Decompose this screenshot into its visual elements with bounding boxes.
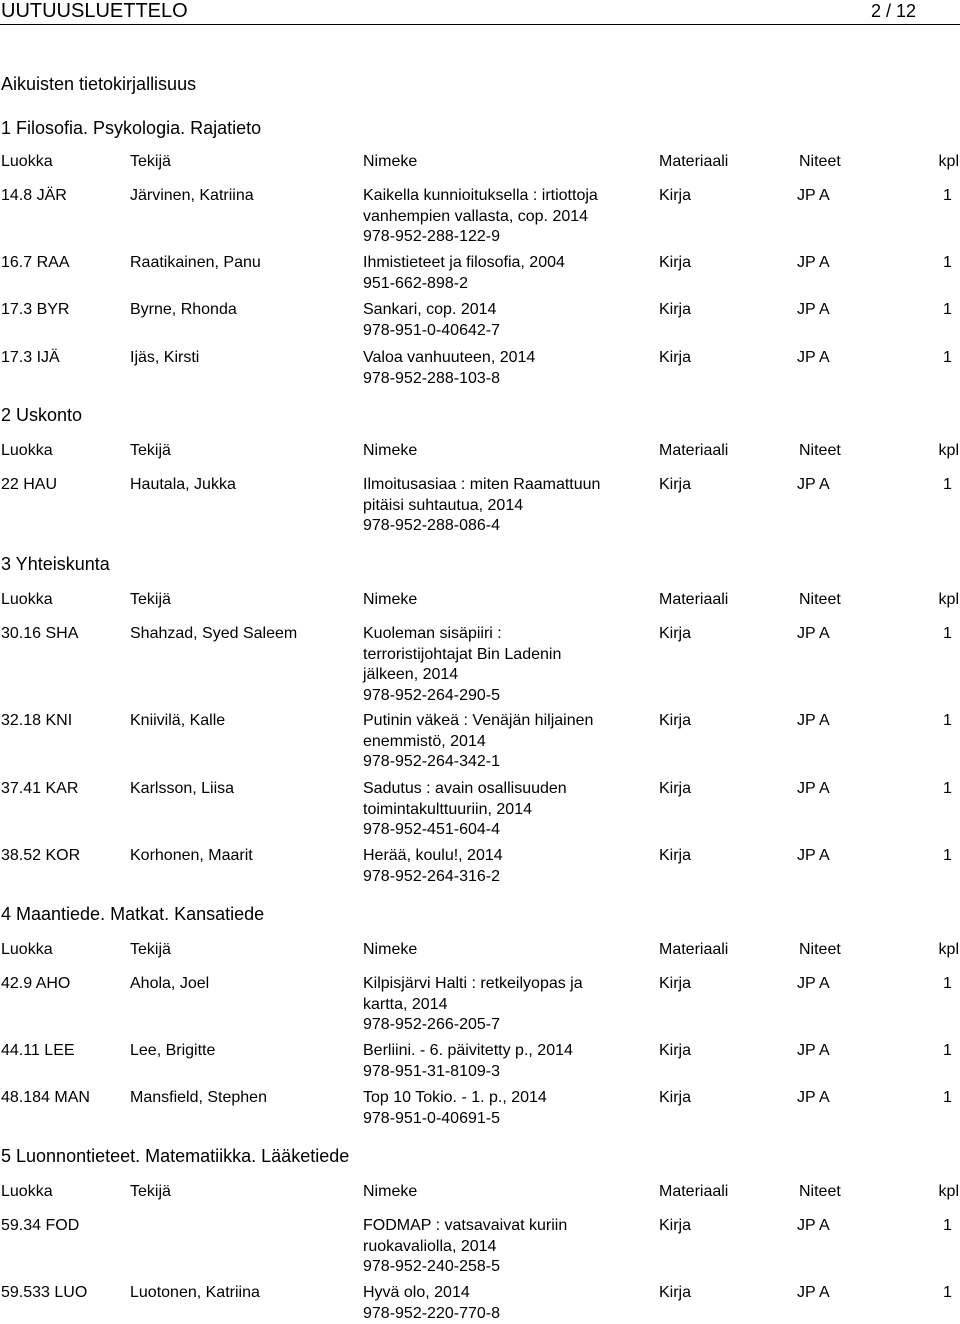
- item-isbn: 978-952-220-770-8: [363, 1304, 500, 1322]
- item-niteet: JP A: [797, 975, 830, 992]
- item-materiaali: Kirja: [659, 254, 692, 271]
- item-niteet: JP A: [797, 1042, 830, 1059]
- item-nimeke-line: toimintakulttuuriin, 2014: [363, 800, 532, 818]
- item-kpl: 1: [943, 1089, 952, 1106]
- item-tekija: Mansfield, Stephen: [130, 1089, 267, 1106]
- column-header-nimeke: Nimeke: [363, 941, 418, 958]
- column-header-tekija: Tekijä: [130, 941, 171, 958]
- item-nimeke-line: Kuoleman sisäpiiri :: [363, 625, 502, 642]
- item-kpl: 1: [943, 712, 952, 729]
- item-niteet: JP A: [797, 1284, 830, 1301]
- item-luokka: 16.7 RAA: [1, 254, 70, 271]
- item-luokka: 38.52 KOR: [1, 847, 81, 864]
- item-nimeke-line: enemmistö, 2014: [363, 732, 486, 750]
- item-tekija: Kniivilä, Kalle: [130, 712, 226, 729]
- item-materiaali: Kirja: [659, 975, 692, 992]
- item-kpl: 1: [943, 625, 952, 642]
- column-header-niteet: Niteet: [799, 442, 841, 459]
- item-kpl: 1: [943, 1042, 952, 1059]
- item-isbn: 978-952-266-205-7: [363, 1016, 500, 1033]
- column-header-materiaali: Materiaali: [659, 941, 729, 958]
- item-isbn: 978-951-0-40642-7: [363, 321, 500, 339]
- section-title: 5 Luonnontieteet. Matematiikka. Lääketiede: [1, 1146, 350, 1166]
- column-header-luokka: Luokka: [1, 442, 53, 459]
- item-kpl: 1: [943, 975, 952, 992]
- column-header-niteet: Niteet: [799, 941, 841, 958]
- item-materiaali: Kirja: [659, 1089, 692, 1106]
- item-isbn: 978-952-451-604-4: [363, 821, 500, 838]
- column-header-niteet: Niteet: [799, 153, 841, 170]
- item-niteet: JP A: [797, 349, 830, 366]
- item-luokka: 59.34 FOD: [1, 1217, 80, 1234]
- column-header-materiaali: Materiaali: [659, 442, 729, 459]
- item-tekija: Korhonen, Maarit: [130, 847, 253, 864]
- column-header-tekija: Tekijä: [130, 591, 171, 608]
- section-title: 2 Uskonto: [1, 405, 83, 425]
- item-luokka: 17.3 IJÄ: [1, 349, 60, 366]
- item-tekija: Shahzad, Syed Saleem: [130, 625, 298, 642]
- item-nimeke-line: ruokavaliolla, 2014: [363, 1237, 497, 1255]
- column-header-luokka: Luokka: [1, 1183, 53, 1200]
- column-header-kpl: kpl: [938, 442, 959, 459]
- item-niteet: JP A: [797, 301, 830, 318]
- column-header-kpl: kpl: [938, 941, 959, 958]
- column-header-materiaali: Materiaali: [659, 153, 729, 170]
- item-nimeke-line: Kaikella kunnioituksella : irtiottoja: [363, 187, 598, 204]
- item-tekija: Järvinen, Katriina: [130, 187, 254, 204]
- item-tekija: Luotonen, Katriina: [130, 1284, 260, 1301]
- item-isbn: 978-952-264-316-2: [363, 867, 500, 885]
- item-nimeke-line: FODMAP : vatsavaivat kuriin: [363, 1217, 568, 1234]
- page-number: 2 / 12: [870, 1, 916, 21]
- item-nimeke-line: Sadutus : avain osallisuuden: [363, 780, 567, 797]
- column-header-luokka: Luokka: [1, 153, 53, 170]
- item-nimeke-line: Herää, koulu!, 2014: [363, 847, 503, 864]
- item-luokka: 48.184 MAN: [1, 1089, 90, 1106]
- column-header-nimeke: Nimeke: [363, 1183, 418, 1200]
- item-kpl: 1: [943, 847, 952, 864]
- item-nimeke-line: pitäisi suhtautua, 2014: [363, 496, 524, 514]
- item-nimeke-line: Sankari, cop. 2014: [363, 301, 497, 318]
- item-tekija: Karlsson, Liisa: [130, 780, 235, 797]
- item-niteet: JP A: [797, 476, 830, 493]
- item-kpl: 1: [943, 476, 952, 493]
- item-kpl: 1: [943, 254, 952, 271]
- item-nimeke-line: Putinin väkeä : Venäjän hiljainen: [363, 712, 594, 729]
- item-nimeke-line: kartta, 2014: [363, 995, 448, 1013]
- item-kpl: 1: [943, 301, 952, 318]
- column-header-materiaali: Materiaali: [659, 591, 729, 608]
- item-kpl: 1: [943, 1284, 952, 1301]
- item-isbn: 978-952-240-258-5: [363, 1258, 500, 1275]
- item-nimeke-line: Top 10 Tokio. - 1. p., 2014: [363, 1089, 547, 1106]
- item-luokka: 37.41 KAR: [1, 780, 79, 797]
- column-header-kpl: kpl: [938, 153, 959, 170]
- item-tekija: Ahola, Joel: [130, 975, 210, 992]
- item-materiaali: Kirja: [659, 1042, 692, 1059]
- section-title: 3 Yhteiskunta: [1, 554, 110, 574]
- section-title: 4 Maantiede. Matkat. Kansatiede: [1, 904, 265, 924]
- item-kpl: 1: [943, 349, 952, 366]
- column-header-materiaali: Materiaali: [659, 1183, 729, 1200]
- column-header-tekija: Tekijä: [130, 1183, 171, 1200]
- item-isbn: 978-952-264-290-5: [363, 686, 500, 704]
- column-header-luokka: Luokka: [1, 941, 53, 958]
- item-kpl: 1: [943, 1217, 952, 1234]
- item-materiaali: Kirja: [659, 476, 692, 493]
- item-nimeke-line: terroristijohtajat Bin Ladenin: [363, 645, 562, 663]
- item-niteet: JP A: [797, 847, 830, 864]
- item-luokka: 44.11 LEE: [1, 1042, 75, 1059]
- section-title: 1 Filosofia. Psykologia. Rajatieto: [1, 118, 262, 138]
- item-nimeke-line: Berliini. - 6. päivitetty p., 2014: [363, 1042, 573, 1059]
- item-niteet: JP A: [797, 1217, 830, 1234]
- item-luokka: 42.9 AHO: [1, 975, 71, 992]
- page-header: [0, 0, 960, 25]
- item-nimeke-line: vanhempien vallasta, cop. 2014: [363, 207, 589, 225]
- item-materiaali: Kirja: [659, 625, 692, 642]
- item-kpl: 1: [943, 187, 952, 204]
- item-materiaali: Kirja: [659, 1284, 692, 1301]
- item-materiaali: Kirja: [659, 349, 692, 366]
- column-header-nimeke: Nimeke: [363, 591, 418, 608]
- column-header-tekija: Tekijä: [130, 442, 171, 459]
- item-tekija: Byrne, Rhonda: [130, 301, 237, 318]
- column-header-kpl: kpl: [938, 591, 959, 608]
- item-niteet: JP A: [797, 625, 830, 642]
- item-nimeke-line: Hyvä olo, 2014: [363, 1284, 470, 1301]
- column-header-nimeke: Nimeke: [363, 442, 418, 459]
- item-niteet: JP A: [797, 712, 830, 729]
- column-header-luokka: Luokka: [1, 591, 53, 608]
- subtitle: Aikuisten tietokirjallisuus: [1, 74, 197, 94]
- item-tekija: Lee, Brigitte: [130, 1042, 216, 1059]
- item-isbn: 978-952-264-342-1: [363, 753, 500, 770]
- item-materiaali: Kirja: [659, 187, 692, 204]
- item-luokka: 32.18 KNI: [1, 712, 73, 729]
- item-nimeke-line: jälkeen, 2014: [363, 666, 459, 683]
- item-isbn: 978-951-0-40691-5: [363, 1109, 500, 1127]
- item-nimeke-line: Kilpisjärvi Halti : retkeilyopas ja: [363, 975, 583, 992]
- item-kpl: 1: [943, 780, 952, 797]
- column-header-kpl: kpl: [938, 1183, 959, 1200]
- item-luokka: 30.16 SHA: [1, 625, 79, 642]
- item-isbn: 978-952-288-122-9: [363, 228, 500, 245]
- column-header-niteet: Niteet: [799, 591, 841, 608]
- item-nimeke-line: Ilmoitusasiaa : miten Raamattuun: [363, 476, 601, 493]
- item-niteet: JP A: [797, 254, 830, 271]
- item-luokka: 59.533 LUO: [1, 1284, 88, 1301]
- item-luokka: 22 HAU: [1, 476, 58, 493]
- item-materiaali: Kirja: [659, 780, 692, 797]
- item-isbn: 951-662-898-2: [363, 274, 468, 292]
- item-niteet: JP A: [797, 1089, 830, 1106]
- item-tekija: Hautala, Jukka: [130, 476, 236, 493]
- item-tekija: Raatikainen, Panu: [130, 254, 261, 271]
- item-luokka: 14.8 JÄR: [1, 187, 67, 204]
- item-materiaali: Kirja: [659, 847, 692, 864]
- item-luokka: 17.3 BYR: [1, 301, 70, 318]
- item-materiaali: Kirja: [659, 712, 692, 729]
- item-nimeke-line: Valoa vanhuuteen, 2014: [363, 349, 536, 366]
- item-isbn: 978-952-288-086-4: [363, 517, 500, 534]
- item-isbn: 978-951-31-8109-3: [363, 1062, 500, 1080]
- document-title: UUTUUSLUETTELO: [1, 0, 188, 22]
- column-header-niteet: Niteet: [799, 1183, 841, 1200]
- item-niteet: JP A: [797, 187, 830, 204]
- column-header-nimeke: Nimeke: [363, 153, 418, 170]
- column-header-tekija: Tekijä: [130, 153, 171, 170]
- item-materiaali: Kirja: [659, 301, 692, 318]
- item-niteet: JP A: [797, 780, 830, 797]
- item-materiaali: Kirja: [659, 1217, 692, 1234]
- item-nimeke-line: Ihmistieteet ja filosofia, 2004: [363, 254, 565, 271]
- item-tekija: Ijäs, Kirsti: [130, 349, 200, 366]
- item-isbn: 978-952-288-103-8: [363, 369, 500, 387]
